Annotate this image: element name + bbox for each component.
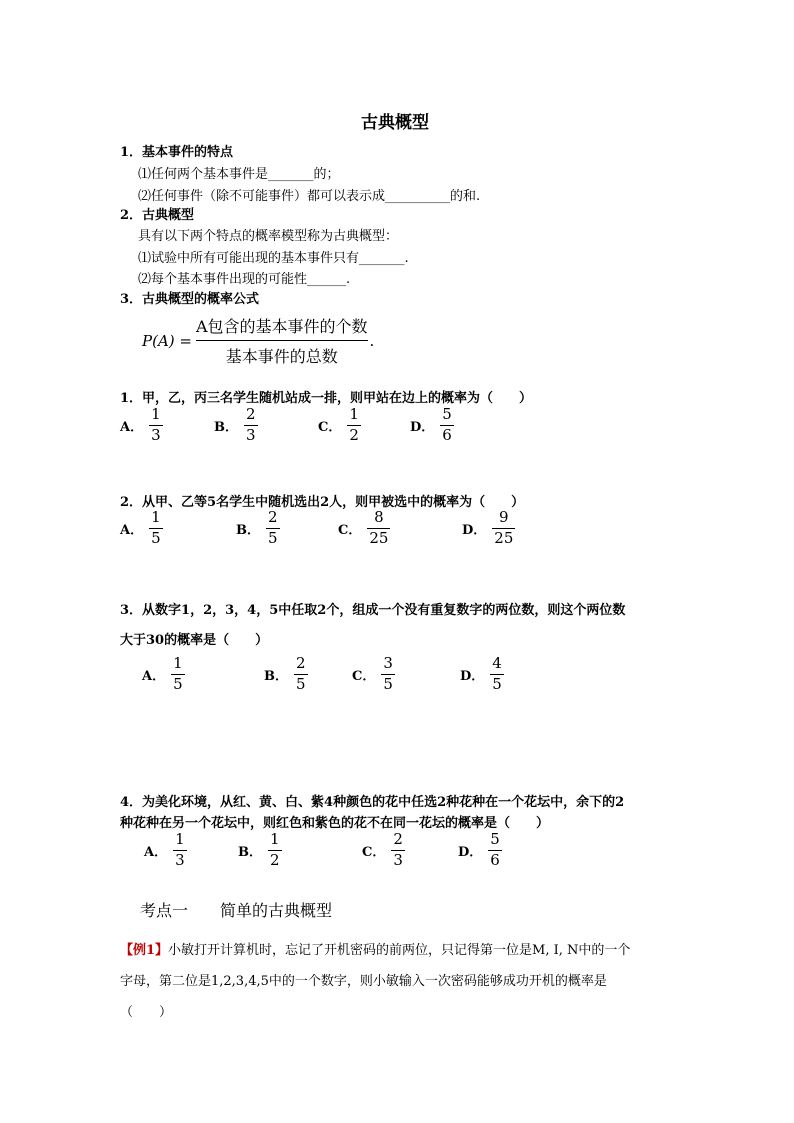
option-fraction [173,832,187,869]
option-letter: C． [352,668,376,684]
numerator: 1 [270,830,280,848]
fraction-bar [196,340,368,341]
option-fraction [149,407,163,444]
q1-option-b [214,407,258,444]
probability-formula [142,314,374,367]
option-letter: D． [462,522,487,538]
option-letter: A． [144,844,168,860]
numerator: 2 [246,405,256,423]
option-letter: B． [264,668,288,684]
option-fraction [171,656,185,693]
section-2-line-3: ⑵每个基本事件出现的可能性______. [138,272,351,287]
question-3-text-line-1: 3．从数字1，2，3，4，5中任取2个，组成一个没有重复数字的两位数，则这个两位数 [120,603,626,618]
q3-option-d [460,656,504,693]
formula-lhs: P(A) = [142,331,192,350]
numerator: 5 [490,830,500,848]
formula-numerator: A包含的基本事件的个数 [195,317,368,336]
option-fraction [490,656,504,693]
question-3-text-line-2: 大于30的概率是（ ） [120,633,269,648]
option-letter: A． [142,668,166,684]
question-2-text: 2．从甲、乙等5名学生中随机选出2人，则甲被选中的概率为（ ） [120,495,525,510]
q1-option-d [410,407,454,444]
q4-option-c [362,832,405,869]
q2-option-d [462,510,515,547]
q2-option-b [236,510,280,547]
numerator: 1 [151,405,161,423]
page-title: 古典概型 [361,113,429,133]
option-fraction [149,510,163,547]
numerator: 4 [492,654,502,672]
question-1-text: 1．甲，乙，丙三名学生随机站成一排，则甲站在边上的概率为（ ） [120,391,533,406]
option-fraction [488,832,502,869]
denominator: 25 [494,528,514,547]
numerator: 1 [151,508,161,526]
denominator: 2 [270,850,280,869]
q3-option-c [352,656,395,693]
denominator: 3 [151,425,161,444]
example-line-2: 字母，第二位是1,2,3,4,5中的一个数字，则小敏输入一次密码能够成功开机的概率是 [120,974,607,989]
q3-option-a [142,656,185,693]
section-2-heading: 2．古典概型 [120,208,195,223]
denominator: 6 [442,425,452,444]
example-line-3: （ ） [120,1005,173,1020]
numerator: 3 [383,654,393,672]
q2-option-a [120,510,163,547]
option-letter: D． [458,844,483,860]
question-4-text-line-2: 种花种在另一个花坛中，则红色和紫色的花不在同一花坛的概率是（ ） [120,816,550,831]
option-letter: C． [338,522,362,538]
q1-option-a [120,407,163,444]
kaodian-heading: 考点一 简单的古典概型 [140,901,333,920]
option-fraction [347,407,361,444]
denominator: 25 [369,528,389,547]
option-fraction [391,832,405,869]
denominator: 2 [349,425,359,444]
denominator: 5 [492,674,502,693]
section-1-line-1: ⑴任何两个基本事件是_______的； [138,167,340,182]
section-1-line-2: ⑵任何事件（除不可能事件）都可以表示成__________的和. [138,189,481,204]
option-fraction [381,656,395,693]
q4-option-b [238,832,282,869]
numerator: 8 [374,508,384,526]
denominator: 5 [173,674,183,693]
numerator: 2 [268,508,278,526]
numerator: 1 [173,654,183,672]
option-fraction [294,656,308,693]
option-letter: A． [120,419,144,435]
q3-option-b [264,656,308,693]
option-fraction [440,407,454,444]
denominator: 3 [175,850,185,869]
option-fraction [492,510,515,547]
denominator: 5 [268,528,278,547]
q4-option-d [458,832,502,869]
option-fraction [367,510,390,547]
section-3-heading: 3．古典概型的概率公式 [120,292,260,307]
denominator: 6 [490,850,500,869]
section-1-heading: 1．基本事件的特点 [120,145,234,160]
denominator: 5 [151,528,161,547]
numerator: 2 [393,830,403,848]
q2-option-c [338,510,390,547]
numerator: 5 [442,405,452,423]
example-line-1 [120,939,630,958]
denominator: 5 [383,674,393,693]
denominator: 3 [393,850,403,869]
option-letter: D． [410,419,435,435]
option-fraction [266,510,280,547]
option-letter: B． [236,522,260,538]
q1-option-c [318,407,361,444]
q4-option-a [144,832,187,869]
formula-fraction [196,314,368,367]
option-letter: C． [318,419,342,435]
option-fraction [268,832,282,869]
example-tag: 【例1】 [120,943,169,958]
section-2-line-1: 具有以下两个特点的概率模型称为古典概型： [138,229,399,244]
example-text-1: 小敏打开计算机时，忘记了开机密码的前两位，只记得第一位是M, I, N中的一个 [168,943,631,958]
option-fraction [244,407,258,444]
denominator: 3 [246,425,256,444]
numerator: 2 [296,654,306,672]
option-letter: B． [238,844,262,860]
option-letter: B． [214,419,238,435]
option-letter: D． [460,668,485,684]
section-2-line-2: ⑴试验中所有可能出现的基本事件只有_______. [138,251,409,266]
numerator: 1 [349,405,359,423]
numerator: 9 [499,508,509,526]
formula-denominator: 基本事件的总数 [225,347,338,366]
option-letter: A． [120,522,144,538]
numerator: 1 [175,830,185,848]
option-letter: C． [362,844,386,860]
denominator: 5 [296,674,306,693]
formula-tail: . [369,331,375,350]
question-4-text-line-1: 4．为美化环境，从红、黄、白、紫4种颜色的花中任选2种花种在一个花坛中，余下的2 [120,795,625,810]
